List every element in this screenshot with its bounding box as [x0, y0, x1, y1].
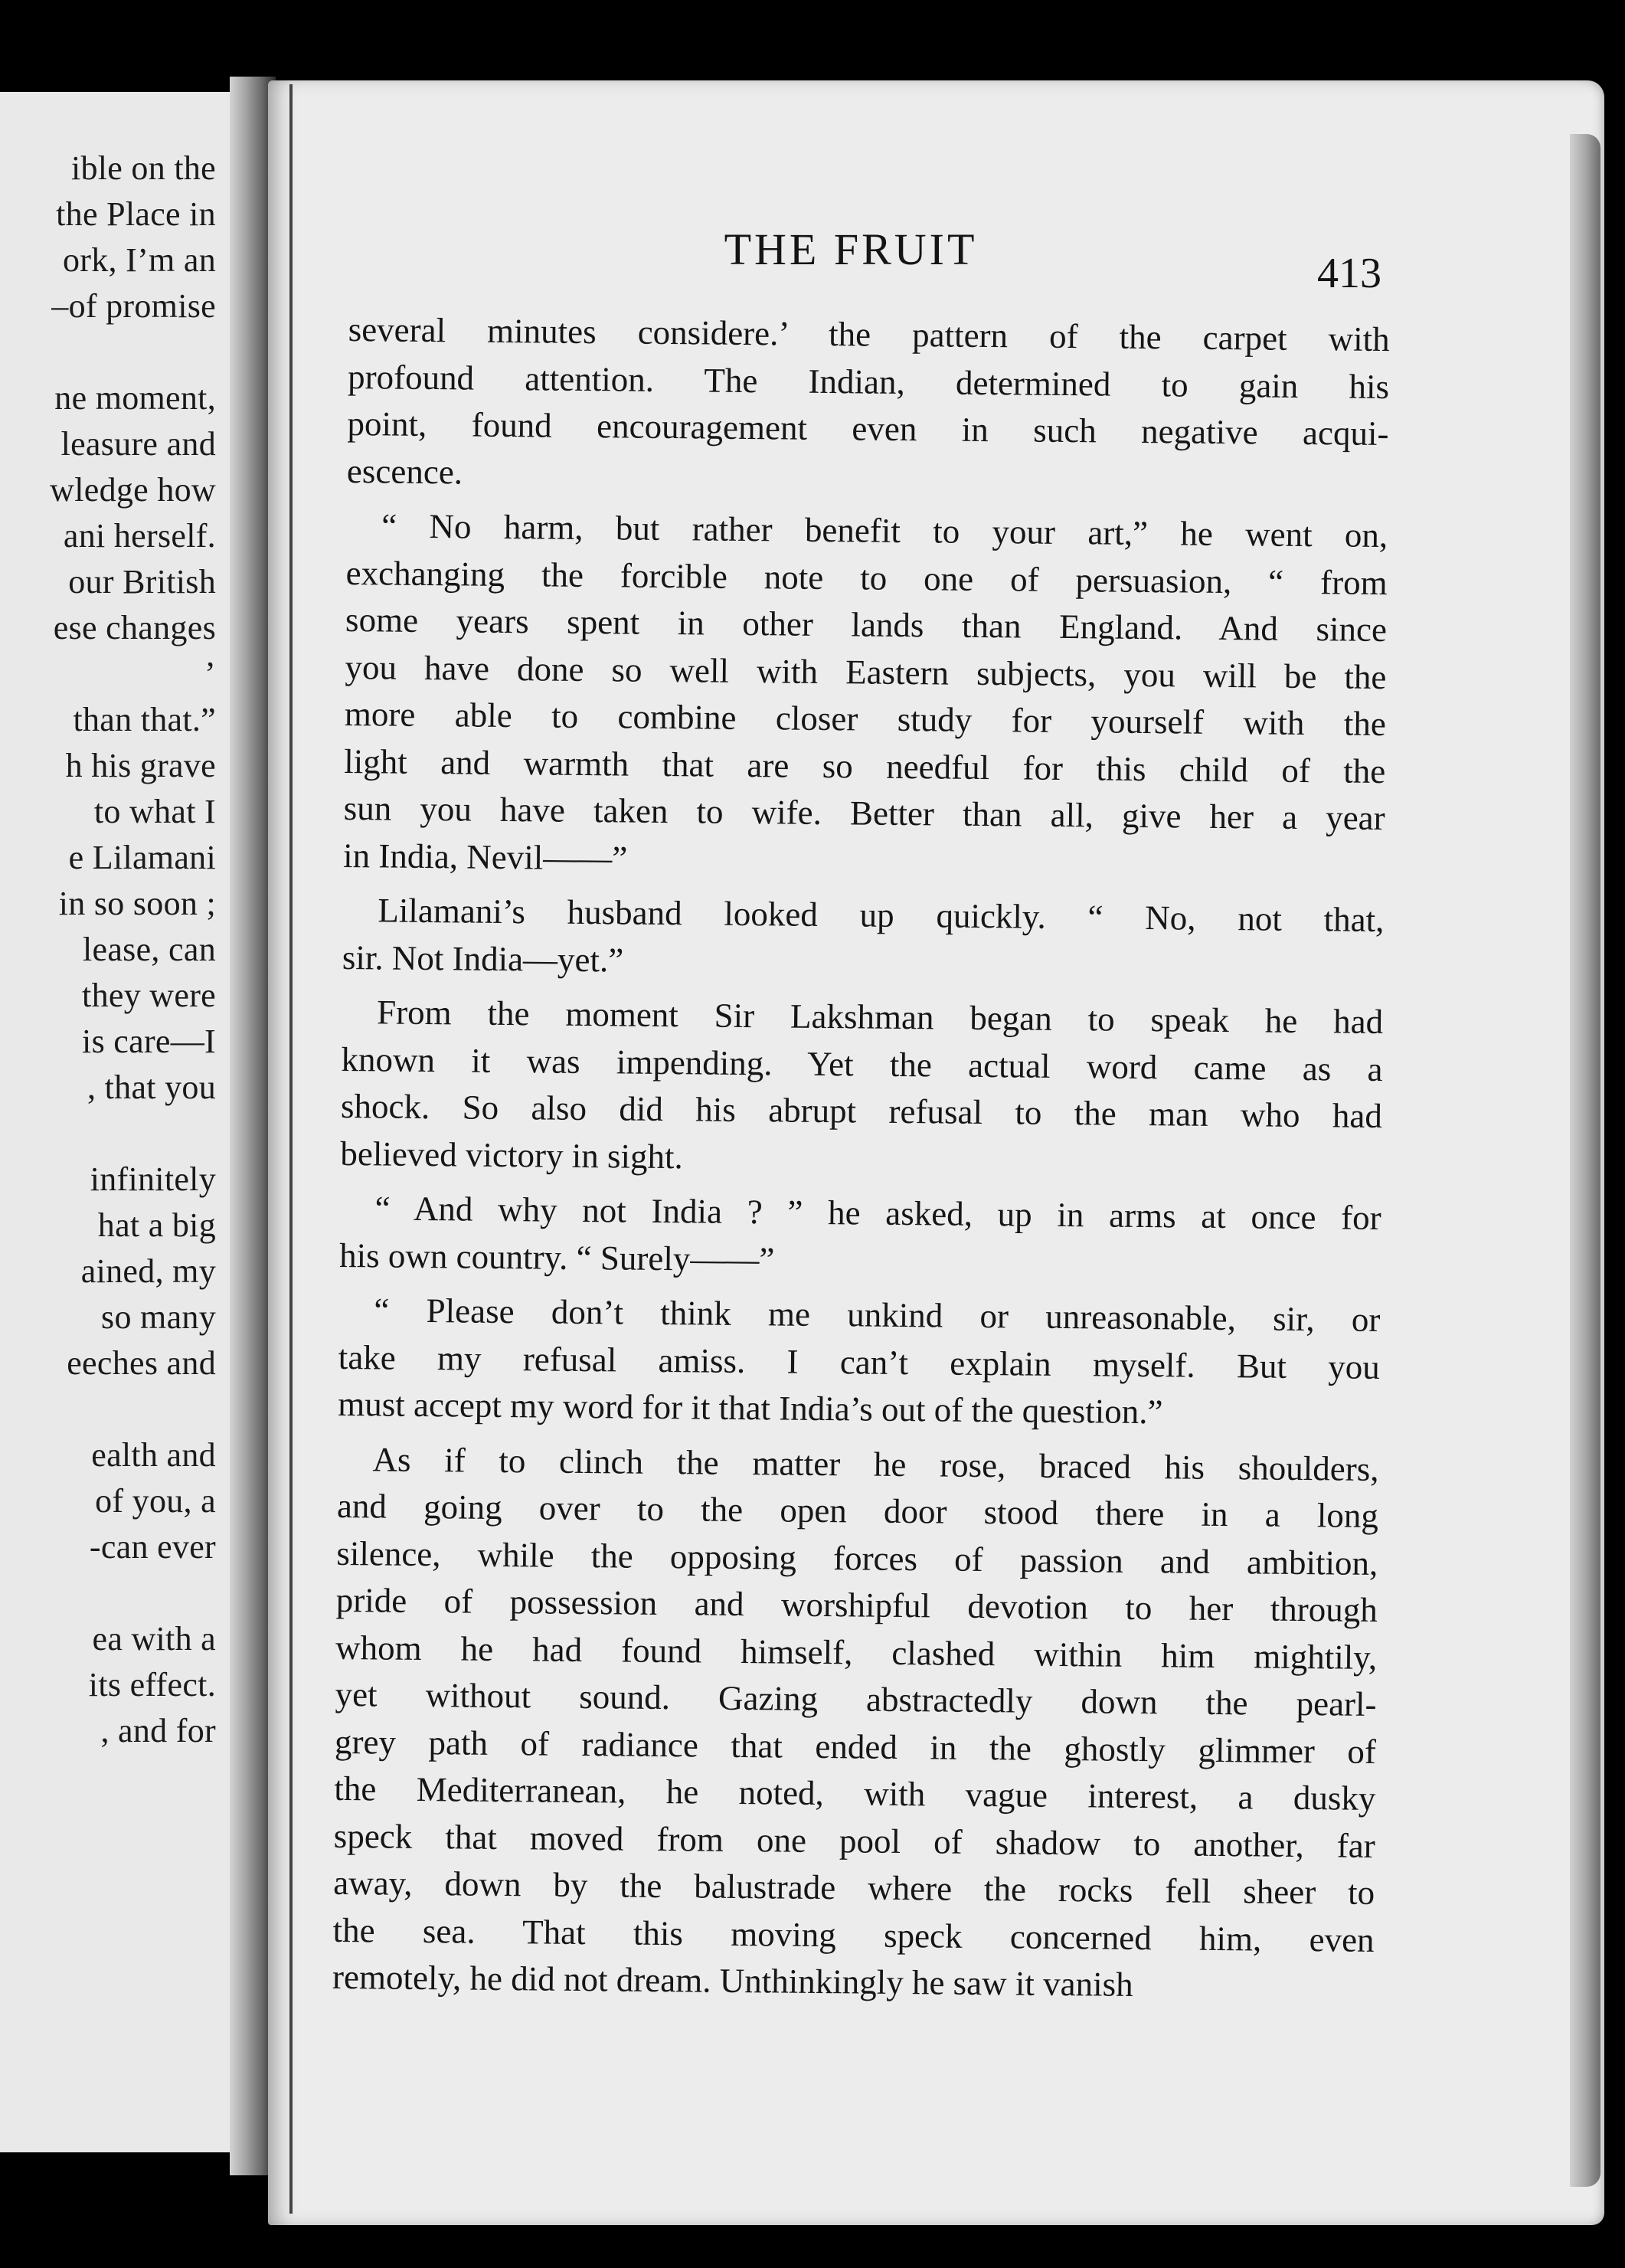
paragraph	[339, 1185, 1381, 1289]
left-page-line: ea with a	[92, 1620, 216, 1658]
text-line: you have done so well with Eastern subjects, you will be the	[345, 647, 1387, 696]
text-line: escence.	[346, 451, 463, 491]
body-text	[332, 306, 1390, 2011]
left-page-line: they were	[82, 977, 216, 1014]
text-line: grey path of radiance that ended in the ghostly glimmer of	[334, 1722, 1377, 1771]
left-page-line: ani herself.	[63, 517, 216, 555]
text-line: some years spent in other lands than England. And since	[345, 600, 1388, 650]
left-page-line: ne moment,	[54, 379, 216, 417]
left-page-line: of you, a	[95, 1482, 216, 1520]
text-line: must accept my word for it that India’s out of the question.”	[338, 1384, 1163, 1432]
text-line: Lilamani’s husband looked up quickly. “ No, not that,	[378, 891, 1385, 940]
left-page-line: lease, can	[83, 931, 216, 968]
left-page-line: ained, my	[80, 1252, 216, 1290]
left-page	[0, 92, 230, 2152]
text-line: whom he had found himself, clashed within him mightily,	[335, 1628, 1378, 1677]
left-page-line: h his grave	[65, 747, 216, 784]
left-page-line: ese changes	[53, 609, 216, 646]
paragraph	[332, 1435, 1379, 2011]
left-page-line: ealth and	[91, 1436, 216, 1474]
left-page-line: to what I	[93, 793, 216, 830]
left-page-line: e Lilamani	[68, 839, 216, 876]
text-line: his own country. “ Surely——”	[338, 1235, 775, 1278]
left-page-line: , and for	[100, 1712, 216, 1749]
text-line: believed victory in sight.	[340, 1134, 684, 1176]
text-line: and going over to the open door stood there in a long	[336, 1486, 1379, 1535]
paragraph	[343, 502, 1388, 889]
paragraph	[342, 887, 1385, 991]
left-page-line: in so soon ;	[58, 885, 216, 922]
left-page-line: is care—I	[82, 1023, 216, 1060]
text-line: exchanging the forcible note to one of persuasion, “ from	[345, 553, 1388, 602]
text-line: “ And why not India ? ” he asked, up in arms at once for	[374, 1189, 1381, 1237]
text-line: remotely, he did not dream. Unthinkingly he saw it vanish	[332, 1957, 1133, 2004]
text-line: From the moment Sir Lakshman began to speak he had	[376, 993, 1384, 1042]
text-line: pride of possession and worshipful devotion to her through	[335, 1580, 1378, 1629]
text-line: several minutes considere.’ the pattern of the carpet with	[348, 309, 1390, 359]
text-line: known it was impending. Yet the actual word came as a	[341, 1039, 1383, 1088]
left-page-line: infinitely	[90, 1160, 216, 1198]
left-page-line: its effect.	[88, 1666, 216, 1703]
left-page-line: ork, I’m an	[62, 241, 216, 279]
left-page-line: so many	[101, 1298, 216, 1336]
text-line: the Mediterranean, he noted, with vague interest, a dusky	[334, 1769, 1376, 1818]
text-line: point, found encouragement even in such negative acqui-	[347, 404, 1389, 453]
left-page-line: eeches and	[67, 1344, 216, 1382]
left-page-line: -can ever	[89, 1528, 216, 1566]
left-page-line: ’	[204, 655, 216, 692]
left-page-line: –of promise	[51, 287, 216, 325]
text-line: away, down by the balustrade where the rocks fell sheer to	[333, 1863, 1375, 1912]
left-page-line: our British	[68, 563, 216, 601]
left-page-line: hat a big	[97, 1206, 216, 1244]
text-line: in India, Nevil——”	[342, 836, 628, 878]
page-number: 413	[1317, 250, 1381, 297]
text-line: As if to clinch the matter he rose, braced his shoulders,	[372, 1439, 1379, 1488]
paragraph	[338, 1287, 1381, 1438]
text-line: the sea. That this moving speck concerned him, even	[332, 1910, 1375, 1959]
left-page-line: the Place in	[56, 195, 216, 233]
paragraph	[347, 306, 1390, 505]
left-page-line: wledge how	[50, 471, 216, 509]
text-line: yet without sound. Gazing abstractedly down the pearl-	[335, 1674, 1377, 1723]
left-page-line: than that.”	[73, 701, 216, 738]
left-page-line: , that you	[87, 1069, 216, 1106]
text-line: silence, while the opposing forces of passion and ambition,	[336, 1533, 1378, 1582]
text-line: “ Please don’t think me unkind or unreasonable, sir, or	[374, 1291, 1381, 1339]
paragraph	[340, 989, 1383, 1187]
text-line: sun you have taken to wife. Better than all, give her a year	[343, 788, 1385, 838]
text-line: take my refusal amiss. I can’t explain myself. But you	[338, 1337, 1381, 1386]
left-page-line: ible on the	[70, 149, 216, 187]
left-page-line: leasure and	[60, 425, 216, 463]
text-line: “ No harm, but rather benefit to your art,” he went on,	[381, 506, 1388, 555]
text-line: shock. So also did his abrupt refusal to the man who had	[340, 1086, 1383, 1136]
text-line: speck that moved from one pool of shadow to another, far	[333, 1816, 1376, 1865]
text-line: light and warmth that are so needful for this child of the	[344, 741, 1386, 790]
text-line: profound attention. The Indian, determined to gain his	[347, 357, 1390, 406]
page-edge	[1570, 134, 1600, 2187]
text-line: sir. Not India—yet.”	[342, 938, 624, 979]
running-head: THE FRUIT	[724, 224, 978, 274]
text-line: more able to combine closer study for yourself with the	[344, 694, 1387, 744]
page-spine-shadow	[289, 84, 293, 2214]
